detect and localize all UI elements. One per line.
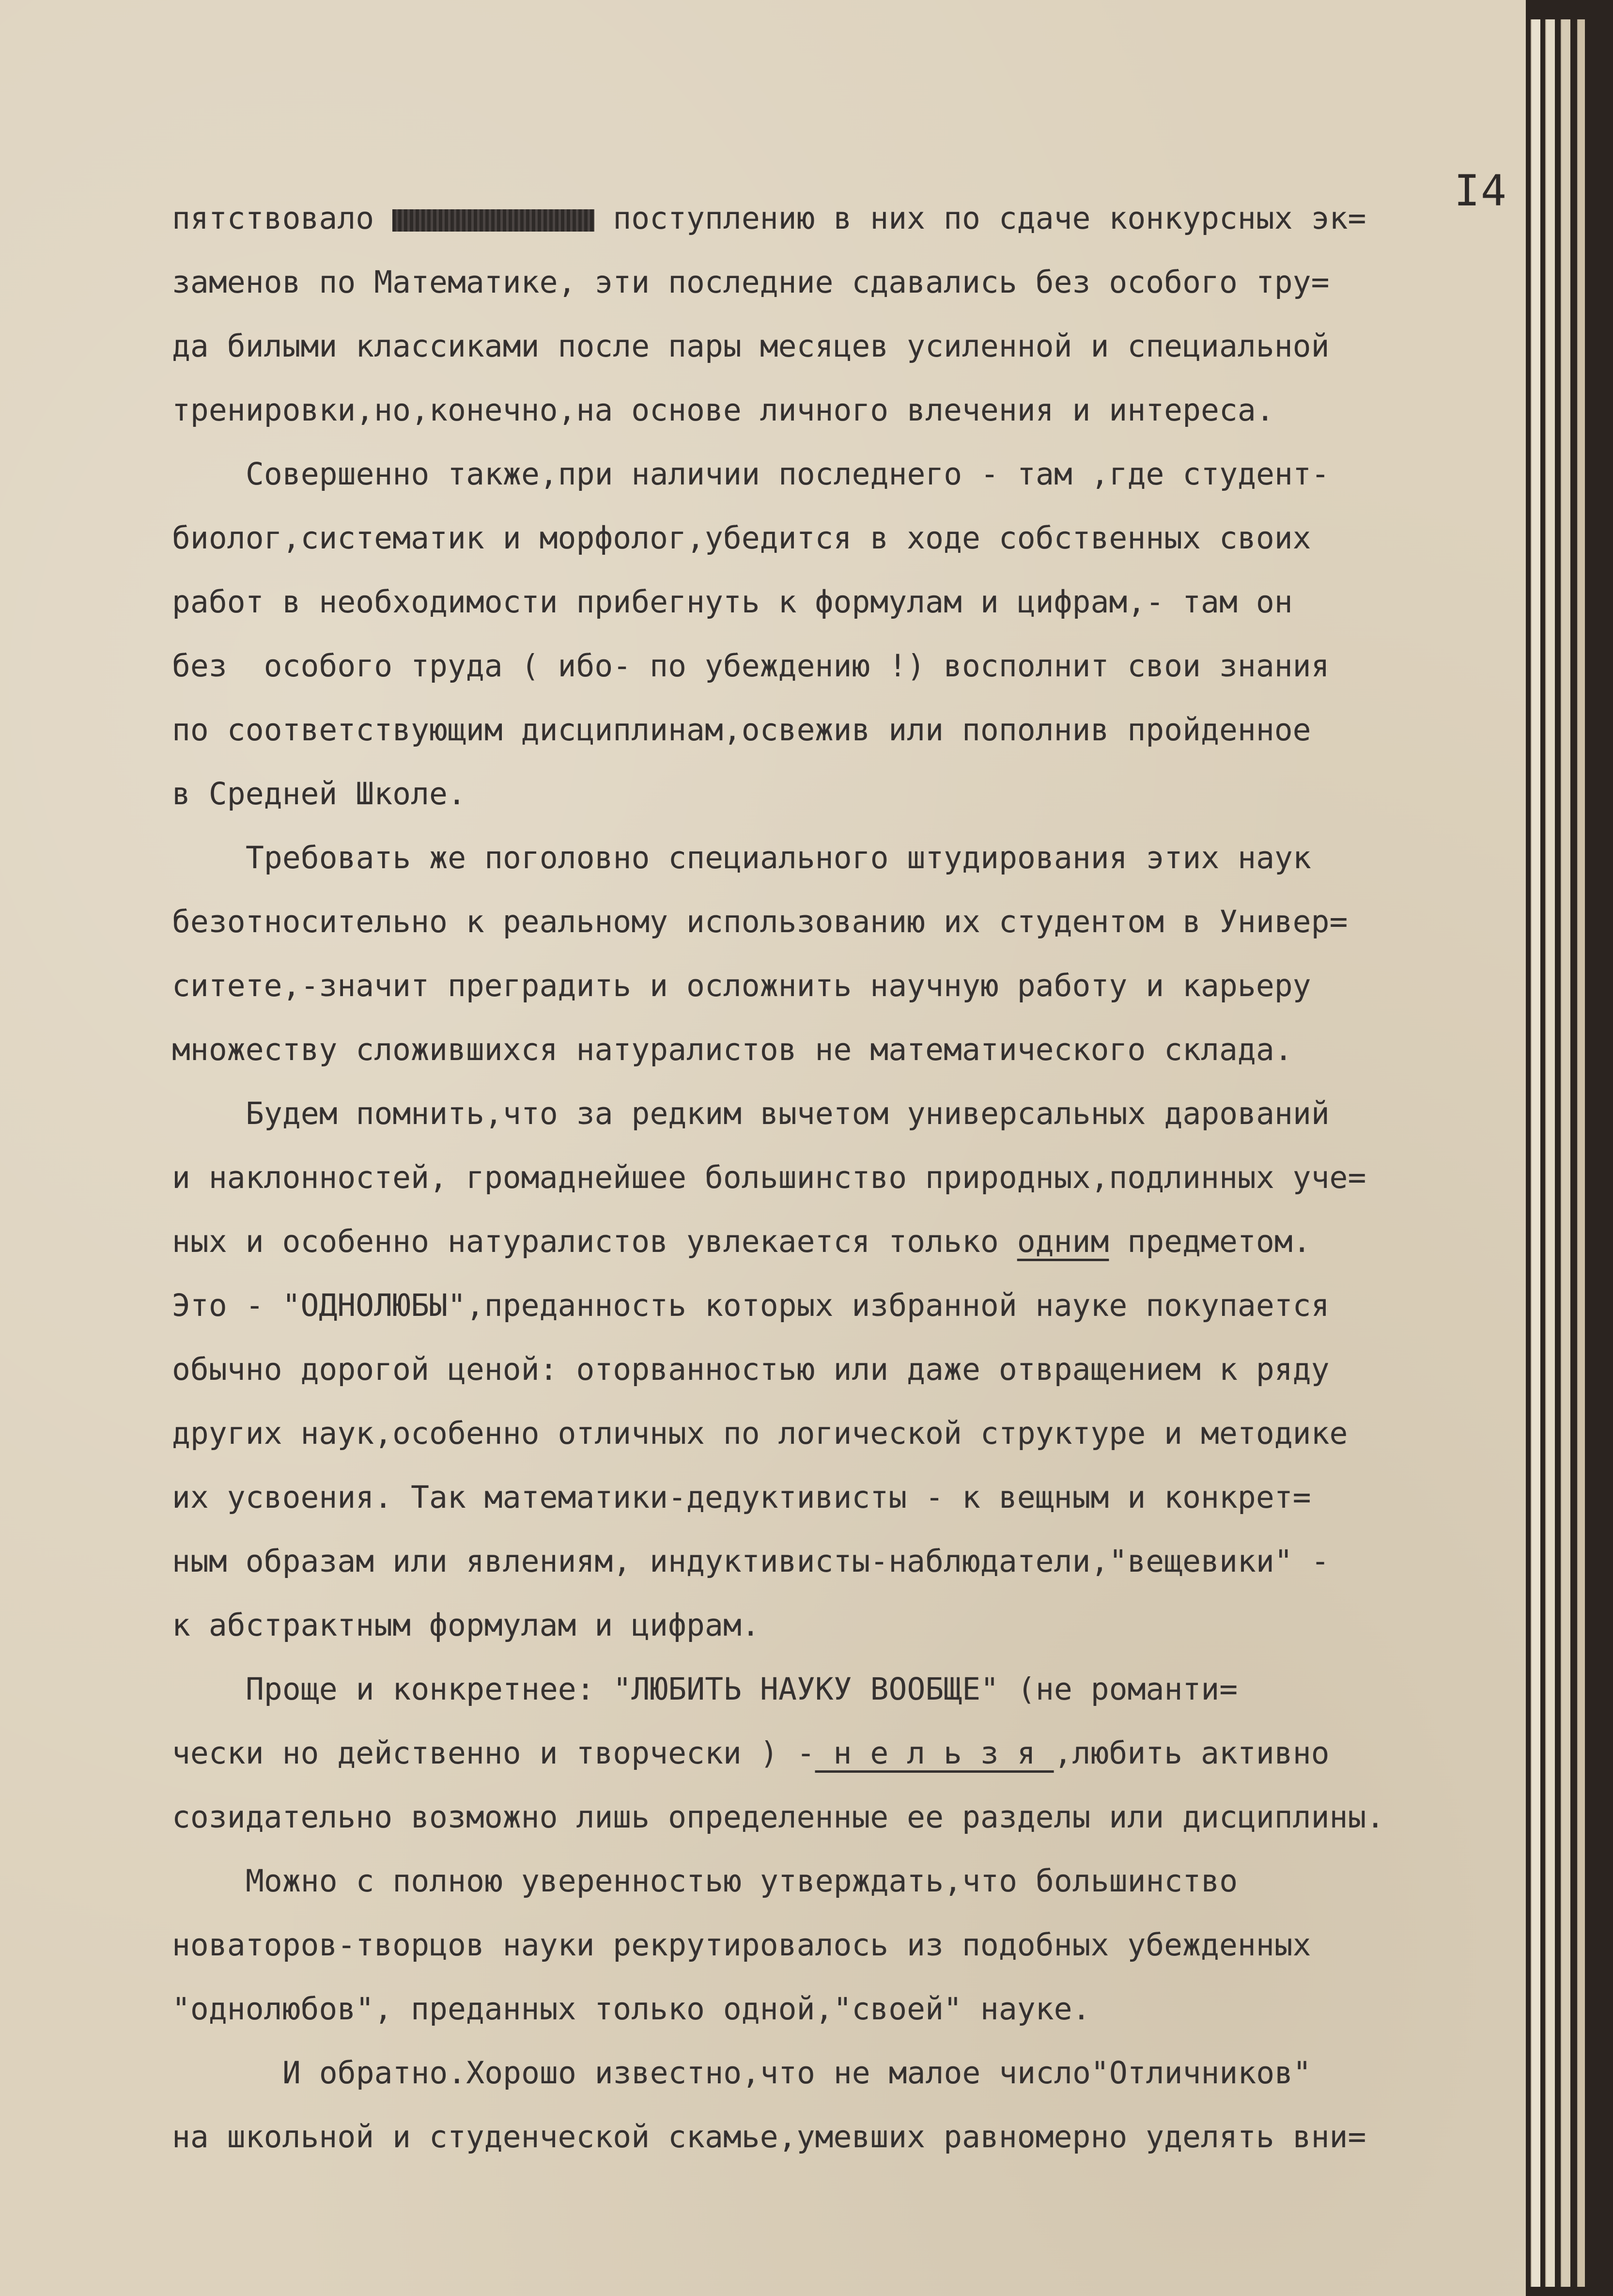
text-line: [172, 954, 1509, 1018]
typed-text-block: [172, 187, 1509, 2169]
text-line: [172, 762, 1509, 826]
line-text: биолог,систематик и морфолог,убедится в ходе собственных своих: [172, 520, 1311, 556]
struck-out-word: [392, 209, 594, 232]
page-stack-edge: [1531, 19, 1540, 2287]
line-text: Будем помнить,что за редким вычетом универсальных дарований: [246, 1096, 1330, 1131]
text-line: [172, 1721, 1509, 1785]
line-text: созидательно возможно лишь определенные ее разделы или дисциплины.: [172, 1799, 1385, 1835]
page-stack-edge: [1545, 19, 1555, 2287]
text-line: [172, 570, 1509, 634]
line-text: работ в необходимости прибегнуть к формулам и цифрам,- там он: [172, 584, 1293, 620]
line-text: Это - "ОДНОЛЮБЫ",преданность которых избранной науке покупается: [172, 1288, 1330, 1323]
page-stack-edge: [1561, 19, 1570, 2287]
text-line: [172, 1466, 1509, 1530]
line-text: Совершенно также,при наличии последнего - там ,где студент-: [246, 456, 1330, 492]
text-line: [172, 1593, 1509, 1657]
text-line: [172, 442, 1509, 506]
line-text: Проще и конкретнее: "ЛЮБИТЬ НАУКУ ВООБЩЕ" (не романти=: [246, 1671, 1238, 1707]
line-text: предметом.: [1109, 1224, 1311, 1259]
text-line: [172, 1082, 1509, 1146]
line-text: обычно дорогой ценой: оторванностью или даже отвращением к ряду: [172, 1352, 1330, 1387]
line-text: на школьной и студенческой скамье,умевших равномерно уделять вни=: [172, 2119, 1366, 2155]
text-line: [172, 1338, 1509, 1402]
underlined-word: одним: [1017, 1224, 1109, 1259]
text-line: [172, 250, 1509, 314]
text-line: [172, 1210, 1509, 1274]
page-stack-edge: [1577, 19, 1585, 2287]
text-line: [172, 2105, 1509, 2169]
text-line: [172, 698, 1509, 762]
text-line: [172, 1657, 1509, 1721]
line-text: и наклонностей, громаднейшее большинство природных,подлинных уче=: [172, 1160, 1366, 1195]
line-text: да билыми классиками после пары месяцев усиленной и специальной: [172, 328, 1330, 364]
line-text: заменов по Математике, эти последние сдавались без особого тру=: [172, 265, 1330, 300]
line-text: ситете,-значит преградить и осложнить научную работу и карьеру: [172, 968, 1311, 1003]
text-line: [172, 1849, 1509, 1913]
line-text: ных и особенно натуралистов увлекается только: [172, 1224, 1017, 1259]
line-text: поступлению в них по сдаче конкурсных эк=: [594, 201, 1366, 236]
line-text: И обратно.Хорошо известно,что не малое число"Отличников": [282, 2055, 1312, 2091]
text-line: [172, 506, 1509, 570]
text-line: [172, 1530, 1509, 1593]
text-line: [172, 826, 1509, 890]
line-text: новаторов-творцов науки рекрутировалось из подобных убежденных: [172, 1927, 1311, 1963]
text-line: [172, 634, 1509, 698]
text-line: [172, 1977, 1509, 2041]
text-line: [172, 187, 1509, 250]
text-line: [172, 1785, 1509, 1849]
line-text: пятствовало: [172, 201, 393, 236]
text-line: [172, 1402, 1509, 1466]
line-text: безотносительно к реальному использованию их студентом в Универ=: [172, 904, 1348, 939]
text-line: [172, 890, 1509, 954]
line-text: Можно с полною уверенностью утверждать,что большинство: [246, 1863, 1238, 1899]
line-text: чески но действенно и творчески ) -: [172, 1735, 815, 1771]
text-line: [172, 2041, 1509, 2105]
text-line: [172, 1274, 1509, 1338]
line-text: других наук,особенно отличных по логической структуре и методике: [172, 1416, 1348, 1451]
text-line: [172, 1018, 1509, 1082]
line-text: в Средней Школе.: [172, 776, 466, 812]
line-text: Требовать же поголовно специального штудирования этих наук: [246, 840, 1311, 875]
text-line: [172, 1913, 1509, 1977]
line-text: их усвоения. Так математики-дедуктивисты - к вещным и конкрет=: [172, 1480, 1311, 1515]
line-text: "однолюбов", преданных только одной,"своей" науке.: [172, 1991, 1091, 2027]
line-text: множеству сложившихся натуралистов не математического склада.: [172, 1032, 1293, 1067]
page-number: I4: [1454, 166, 1507, 216]
underlined-word: н е л ь з я: [815, 1735, 1054, 1771]
line-text: тренировки,но,конечно,на основе личного влечения и интереса.: [172, 392, 1274, 428]
text-line: [172, 1146, 1509, 1210]
text-line: [172, 378, 1509, 442]
line-text: по соответствующим дисциплинам,освежив или пополнив пройденное: [172, 712, 1311, 748]
line-text: ным образам или явлениям, индуктивисты-наблюдатели,"вещевики" -: [172, 1544, 1330, 1579]
line-text: без особого труда ( ибо- по убеждению !) восполнит свои знания: [172, 648, 1330, 684]
line-text: к абстрактным формулам и цифрам.: [172, 1608, 760, 1643]
text-line: [172, 314, 1509, 378]
line-text: ,любить активно: [1054, 1735, 1330, 1771]
